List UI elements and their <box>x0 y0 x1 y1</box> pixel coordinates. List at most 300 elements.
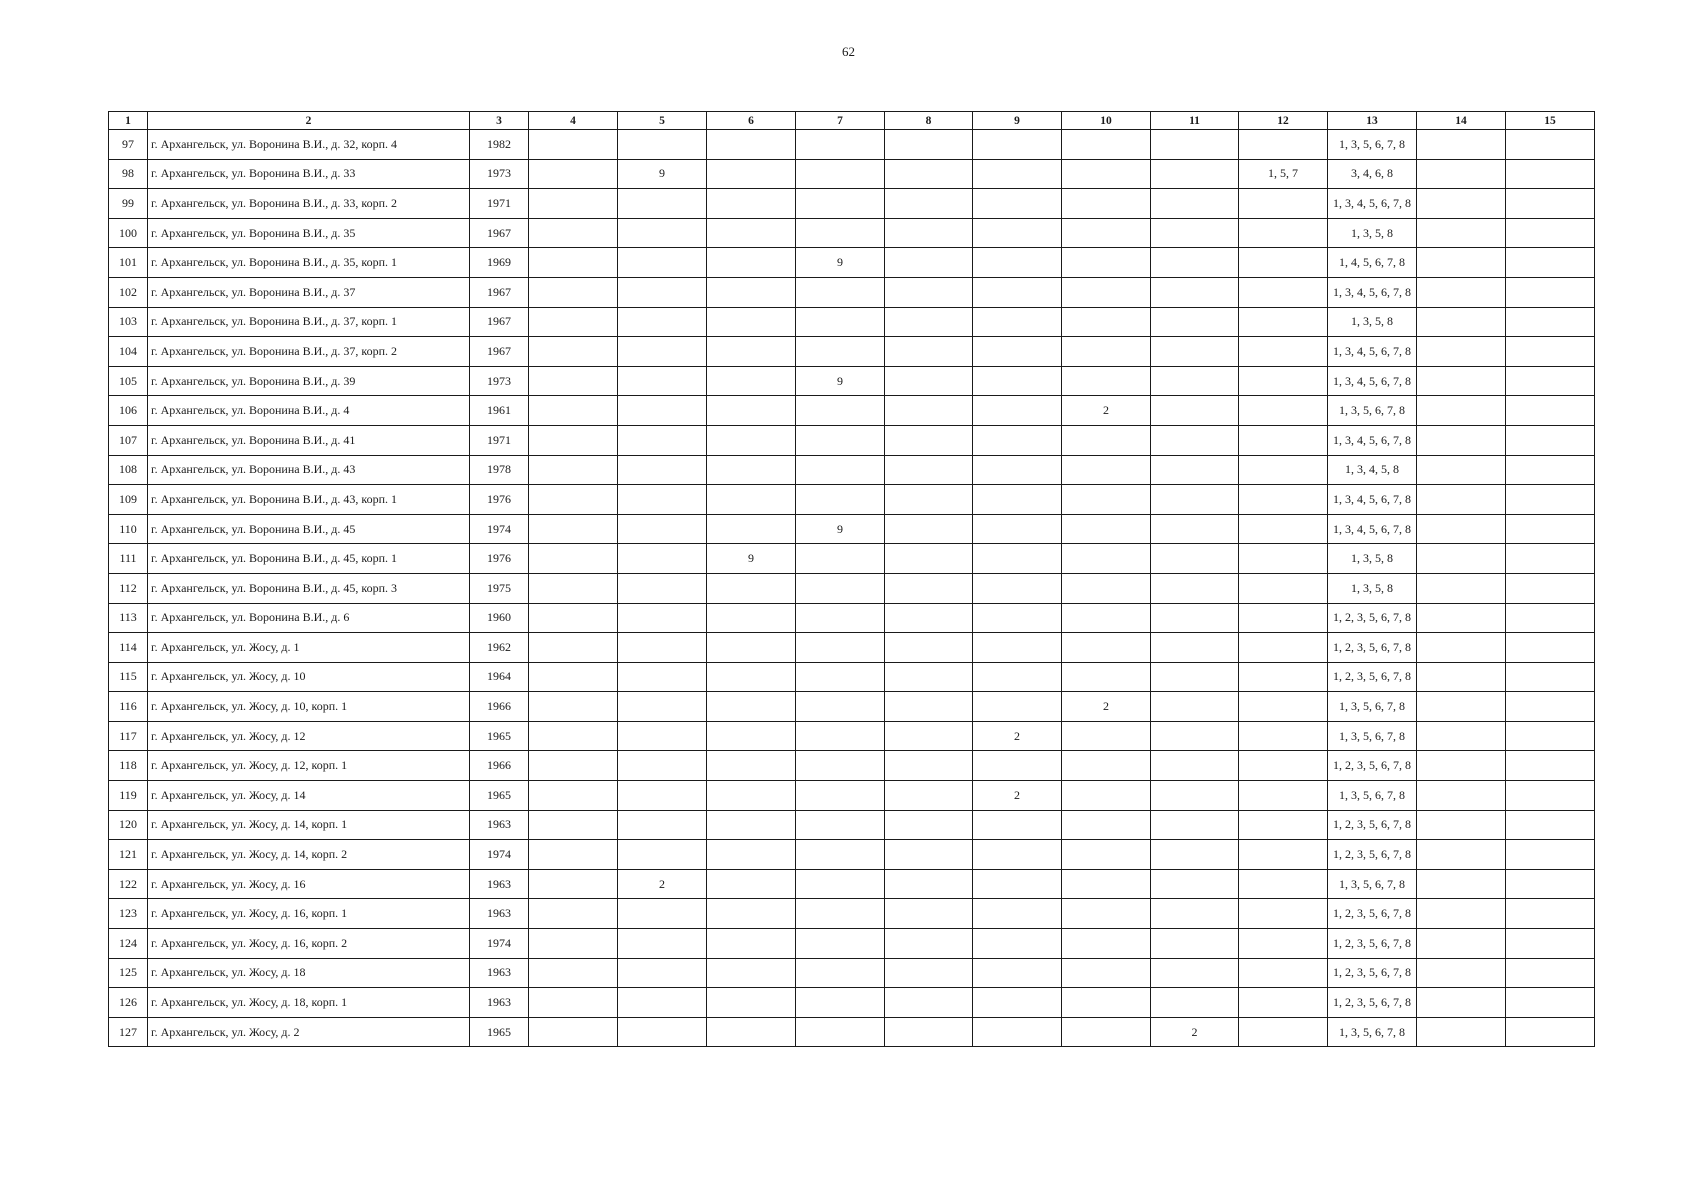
address-cell: г. Архангельск, ул. Жосу, д. 1 <box>148 633 470 663</box>
table-cell <box>1417 929 1506 959</box>
row-number-cell: 105 <box>109 366 148 396</box>
table-cell <box>707 781 796 811</box>
table-cell <box>1506 721 1595 751</box>
table-cell <box>1239 899 1328 929</box>
year-cell: 1967 <box>470 337 529 367</box>
table-cell <box>529 425 618 455</box>
table-row <box>109 751 1595 781</box>
table-cell <box>618 603 707 633</box>
table-cell <box>1151 958 1239 988</box>
table-cell: 9 <box>618 159 707 189</box>
table-cell <box>707 425 796 455</box>
table-cell <box>973 159 1062 189</box>
table-cell <box>1239 869 1328 899</box>
table-cell: 1, 2, 3, 5, 6, 7, 8 <box>1328 810 1417 840</box>
table-cell <box>796 159 885 189</box>
table-cell <box>796 396 885 426</box>
table-cell <box>1151 840 1239 870</box>
table-cell <box>796 544 885 574</box>
table-cell <box>885 781 973 811</box>
address-cell: г. Архангельск, ул. Воронина В.И., д. 41 <box>148 425 470 455</box>
table-cell <box>529 366 618 396</box>
table-cell <box>973 130 1062 160</box>
table-cell <box>885 218 973 248</box>
table-cell: 2 <box>973 721 1062 751</box>
table-cell <box>618 810 707 840</box>
table-cell <box>1062 899 1151 929</box>
table-cell <box>973 307 1062 337</box>
table-cell <box>1239 988 1328 1018</box>
table-cell <box>1417 633 1506 663</box>
table-cell <box>707 662 796 692</box>
row-number-cell: 103 <box>109 307 148 337</box>
table-cell <box>973 603 1062 633</box>
table-cell <box>885 1017 973 1047</box>
table-cell <box>796 603 885 633</box>
table-cell <box>529 781 618 811</box>
table-cell: 9 <box>796 248 885 278</box>
table-row <box>109 425 1595 455</box>
year-cell: 1969 <box>470 248 529 278</box>
table-cell <box>707 603 796 633</box>
table-cell <box>885 721 973 751</box>
table-row <box>109 988 1595 1018</box>
table-row <box>109 633 1595 663</box>
table-cell <box>885 544 973 574</box>
table-cell <box>1506 485 1595 515</box>
table-cell <box>707 958 796 988</box>
address-cell: г. Архангельск, ул. Жосу, д. 16 <box>148 869 470 899</box>
table-cell <box>973 514 1062 544</box>
row-number-cell: 104 <box>109 337 148 367</box>
table-cell <box>1506 130 1595 160</box>
table-cell <box>707 751 796 781</box>
table-cell <box>1417 958 1506 988</box>
table-row <box>109 1017 1595 1047</box>
table-cell <box>973 751 1062 781</box>
column-header-13: 13 <box>1328 112 1417 130</box>
table-row <box>109 218 1595 248</box>
table-cell <box>1151 869 1239 899</box>
table-cell: 9 <box>796 514 885 544</box>
column-header-6: 6 <box>707 112 796 130</box>
table-cell <box>707 277 796 307</box>
table-cell <box>1062 159 1151 189</box>
table-cell <box>1062 840 1151 870</box>
row-number-cell: 106 <box>109 396 148 426</box>
table-row <box>109 455 1595 485</box>
table-cell <box>1151 810 1239 840</box>
table-cell <box>1417 1017 1506 1047</box>
table-cell: 1, 3, 4, 5, 6, 7, 8 <box>1328 514 1417 544</box>
table-cell <box>529 751 618 781</box>
table-cell: 1, 2, 3, 5, 6, 7, 8 <box>1328 603 1417 633</box>
address-cell: г. Архангельск, ул. Воронина В.И., д. 4 <box>148 396 470 426</box>
table-cell <box>1151 603 1239 633</box>
year-cell: 1963 <box>470 988 529 1018</box>
table-cell <box>1239 929 1328 959</box>
year-cell: 1971 <box>470 189 529 219</box>
table-cell <box>1062 544 1151 574</box>
table-row <box>109 810 1595 840</box>
table-cell <box>618 633 707 663</box>
table-cell <box>707 514 796 544</box>
table-cell <box>1506 277 1595 307</box>
table-cell <box>1239 544 1328 574</box>
address-cell: г. Архангельск, ул. Жосу, д. 14, корп. 2 <box>148 840 470 870</box>
table-cell <box>1151 573 1239 603</box>
table-cell <box>1151 781 1239 811</box>
table-cell <box>1062 189 1151 219</box>
table-cell <box>1417 396 1506 426</box>
row-number-cell: 102 <box>109 277 148 307</box>
table-cell <box>1151 425 1239 455</box>
table-cell <box>1506 455 1595 485</box>
table-cell <box>973 455 1062 485</box>
year-cell: 1964 <box>470 662 529 692</box>
table-cell <box>529 603 618 633</box>
table-cell <box>973 218 1062 248</box>
table-cell <box>796 840 885 870</box>
column-header-8: 8 <box>885 112 973 130</box>
table-cell: 9 <box>707 544 796 574</box>
table-cell <box>796 337 885 367</box>
table-cell <box>1062 366 1151 396</box>
table-cell <box>1151 307 1239 337</box>
table-cell <box>618 337 707 367</box>
table-cell <box>885 810 973 840</box>
table-cell <box>618 899 707 929</box>
table-cell <box>707 218 796 248</box>
table-cell <box>885 633 973 663</box>
table-cell <box>618 277 707 307</box>
table-cell <box>973 1017 1062 1047</box>
table-cell <box>885 337 973 367</box>
table-cell <box>1151 485 1239 515</box>
row-number-cell: 116 <box>109 692 148 722</box>
table-cell: 1, 2, 3, 5, 6, 7, 8 <box>1328 988 1417 1018</box>
table-cell <box>1417 485 1506 515</box>
table-cell <box>529 899 618 929</box>
table-cell <box>1151 130 1239 160</box>
table-cell <box>1151 633 1239 663</box>
table-row <box>109 573 1595 603</box>
table-row <box>109 277 1595 307</box>
table-row <box>109 958 1595 988</box>
row-number-cell: 118 <box>109 751 148 781</box>
address-cell: г. Архангельск, ул. Воронина В.И., д. 37, корп. 2 <box>148 337 470 367</box>
table-cell <box>885 189 973 219</box>
row-number-cell: 97 <box>109 130 148 160</box>
row-number-cell: 115 <box>109 662 148 692</box>
table-cell <box>707 988 796 1018</box>
table-cell <box>1151 337 1239 367</box>
table-cell <box>529 988 618 1018</box>
table-cell <box>1239 455 1328 485</box>
table-cell: 1, 2, 3, 5, 6, 7, 8 <box>1328 633 1417 663</box>
address-cell: г. Архангельск, ул. Жосу, д. 12, корп. 1 <box>148 751 470 781</box>
table-cell <box>1062 455 1151 485</box>
address-cell: г. Архангельск, ул. Воронина В.И., д. 39 <box>148 366 470 396</box>
table-cell <box>707 869 796 899</box>
row-number-cell: 101 <box>109 248 148 278</box>
table-cell <box>529 633 618 663</box>
table-cell <box>1506 337 1595 367</box>
table-cell <box>796 425 885 455</box>
table-cell <box>885 899 973 929</box>
year-cell: 1975 <box>470 573 529 603</box>
table-cell <box>1506 159 1595 189</box>
table-cell <box>1417 810 1506 840</box>
table-cell: 2 <box>1151 1017 1239 1047</box>
table-cell: 1, 3, 4, 5, 8 <box>1328 455 1417 485</box>
table-cell <box>1417 307 1506 337</box>
table-cell <box>529 929 618 959</box>
table-cell <box>796 485 885 515</box>
address-cell: г. Архангельск, ул. Воронина В.И., д. 43 <box>148 455 470 485</box>
table-cell <box>618 485 707 515</box>
table-cell <box>1239 248 1328 278</box>
table-cell: 1, 3, 4, 5, 6, 7, 8 <box>1328 189 1417 219</box>
table-cell <box>1239 485 1328 515</box>
table-cell <box>529 692 618 722</box>
table-cell: 1, 3, 4, 5, 6, 7, 8 <box>1328 425 1417 455</box>
table-cell <box>885 840 973 870</box>
table-cell <box>885 929 973 959</box>
column-header-7: 7 <box>796 112 885 130</box>
table-cell <box>1417 899 1506 929</box>
table-cell <box>885 692 973 722</box>
table-cell <box>1151 544 1239 574</box>
year-cell: 1978 <box>470 455 529 485</box>
table-row <box>109 899 1595 929</box>
table-cell: 1, 3, 5, 8 <box>1328 218 1417 248</box>
table-cell <box>973 277 1062 307</box>
table-cell <box>618 425 707 455</box>
year-cell: 1966 <box>470 692 529 722</box>
table-cell <box>529 662 618 692</box>
table-cell <box>707 307 796 337</box>
table-cell <box>796 692 885 722</box>
table-cell <box>529 189 618 219</box>
table-cell <box>885 455 973 485</box>
table-cell <box>796 189 885 219</box>
address-cell: г. Архангельск, ул. Воронина В.И., д. 35, корп. 1 <box>148 248 470 278</box>
table-cell <box>1506 929 1595 959</box>
address-cell: г. Архангельск, ул. Воронина В.И., д. 43, корп. 1 <box>148 485 470 515</box>
table-cell <box>1151 899 1239 929</box>
table-cell <box>885 514 973 544</box>
table-cell <box>1151 692 1239 722</box>
table-cell <box>707 840 796 870</box>
table-cell <box>1151 248 1239 278</box>
table-cell <box>796 633 885 663</box>
table-cell <box>1151 662 1239 692</box>
address-cell: г. Архангельск, ул. Жосу, д. 14, корп. 1 <box>148 810 470 840</box>
table-cell <box>1239 218 1328 248</box>
table-cell <box>707 573 796 603</box>
table-cell <box>1417 603 1506 633</box>
table-cell <box>1062 485 1151 515</box>
table-cell: 1, 3, 5, 6, 7, 8 <box>1328 396 1417 426</box>
table-cell <box>796 307 885 337</box>
table-cell <box>1151 988 1239 1018</box>
table-cell <box>618 544 707 574</box>
table-cell <box>1417 248 1506 278</box>
table-cell <box>529 455 618 485</box>
table-cell <box>529 721 618 751</box>
table-cell: 1, 3, 5, 6, 7, 8 <box>1328 1017 1417 1047</box>
table-cell <box>1239 751 1328 781</box>
table-cell <box>1506 751 1595 781</box>
column-header-3: 3 <box>470 112 529 130</box>
table-cell <box>707 189 796 219</box>
table-cell: 1, 3, 5, 8 <box>1328 307 1417 337</box>
table-row <box>109 869 1595 899</box>
table-cell <box>796 455 885 485</box>
table-cell <box>973 899 1062 929</box>
table-cell <box>885 869 973 899</box>
table-row <box>109 692 1595 722</box>
table-cell <box>1151 396 1239 426</box>
table-cell <box>707 455 796 485</box>
table-row <box>109 307 1595 337</box>
table-cell <box>707 633 796 663</box>
table-cell <box>707 248 796 278</box>
table-cell <box>1062 929 1151 959</box>
table-cell <box>796 662 885 692</box>
table-cell <box>1417 337 1506 367</box>
table-cell <box>796 929 885 959</box>
table-cell <box>1506 603 1595 633</box>
table-cell: 1, 2, 3, 5, 6, 7, 8 <box>1328 899 1417 929</box>
table-cell: 1, 3, 4, 5, 6, 7, 8 <box>1328 337 1417 367</box>
table-cell <box>618 662 707 692</box>
table-cell <box>1062 1017 1151 1047</box>
year-cell: 1963 <box>470 810 529 840</box>
table-cell <box>618 958 707 988</box>
table-cell <box>1062 218 1151 248</box>
year-cell: 1973 <box>470 159 529 189</box>
table-row <box>109 485 1595 515</box>
address-cell: г. Архангельск, ул. Воронина В.И., д. 45, корп. 1 <box>148 544 470 574</box>
table-cell <box>1239 840 1328 870</box>
table-cell <box>973 810 1062 840</box>
year-cell: 1976 <box>470 485 529 515</box>
row-number-cell: 117 <box>109 721 148 751</box>
table-cell <box>1506 573 1595 603</box>
table-cell: 1, 2, 3, 5, 6, 7, 8 <box>1328 958 1417 988</box>
table-cell <box>1062 307 1151 337</box>
table-cell: 1, 5, 7 <box>1239 159 1328 189</box>
table-cell <box>1151 455 1239 485</box>
year-cell: 1974 <box>470 840 529 870</box>
table-row <box>109 603 1595 633</box>
table-cell <box>973 869 1062 899</box>
table-row <box>109 544 1595 574</box>
table-cell <box>1239 337 1328 367</box>
table-cell <box>1239 1017 1328 1047</box>
table-cell <box>1239 514 1328 544</box>
table-cell <box>707 899 796 929</box>
table-cell <box>1239 958 1328 988</box>
row-number-cell: 107 <box>109 425 148 455</box>
table-cell <box>1506 781 1595 811</box>
table-cell <box>1506 810 1595 840</box>
table-cell: 1, 3, 5, 6, 7, 8 <box>1328 721 1417 751</box>
table-cell <box>529 130 618 160</box>
year-cell: 1963 <box>470 899 529 929</box>
table-cell <box>796 1017 885 1047</box>
table-cell <box>796 899 885 929</box>
year-cell: 1982 <box>470 130 529 160</box>
page-number: 62 <box>842 44 855 59</box>
address-cell: г. Архангельск, ул. Жосу, д. 12 <box>148 721 470 751</box>
table-cell <box>529 218 618 248</box>
table-cell <box>885 248 973 278</box>
table-cell <box>618 573 707 603</box>
table-row <box>109 159 1595 189</box>
header-row <box>109 112 1595 130</box>
table-cell: 1, 3, 5, 6, 7, 8 <box>1328 130 1417 160</box>
table-cell <box>885 307 973 337</box>
row-number-cell: 122 <box>109 869 148 899</box>
table-row <box>109 721 1595 751</box>
row-number-cell: 120 <box>109 810 148 840</box>
table-cell <box>973 396 1062 426</box>
table-cell <box>885 751 973 781</box>
table-cell <box>1506 869 1595 899</box>
year-cell: 1967 <box>470 277 529 307</box>
address-cell: г. Архангельск, ул. Жосу, д. 18 <box>148 958 470 988</box>
address-cell: г. Архангельск, ул. Воронина В.И., д. 37, корп. 1 <box>148 307 470 337</box>
table-cell <box>1151 159 1239 189</box>
year-cell: 1966 <box>470 751 529 781</box>
year-cell: 1963 <box>470 869 529 899</box>
table-cell <box>1239 189 1328 219</box>
table-cell: 2 <box>618 869 707 899</box>
table-cell <box>618 366 707 396</box>
table-cell <box>1506 544 1595 574</box>
column-header-11: 11 <box>1151 112 1239 130</box>
table-cell <box>618 1017 707 1047</box>
year-cell: 1961 <box>470 396 529 426</box>
table-cell <box>973 929 1062 959</box>
table-cell: 1, 3, 4, 5, 6, 7, 8 <box>1328 366 1417 396</box>
table-cell <box>529 544 618 574</box>
row-number-cell: 114 <box>109 633 148 663</box>
table-cell <box>529 277 618 307</box>
housing-register-table <box>108 111 1595 1047</box>
table-cell <box>885 988 973 1018</box>
table-cell <box>1506 366 1595 396</box>
table-row <box>109 337 1595 367</box>
table-cell <box>529 514 618 544</box>
table-cell <box>707 1017 796 1047</box>
table-cell: 1, 3, 4, 5, 6, 7, 8 <box>1328 277 1417 307</box>
table-cell <box>1062 662 1151 692</box>
row-number-cell: 111 <box>109 544 148 574</box>
table-cell <box>796 277 885 307</box>
table-row <box>109 189 1595 219</box>
table-cell <box>1062 958 1151 988</box>
table-cell <box>707 721 796 751</box>
address-cell: г. Архангельск, ул. Воронина В.И., д. 45, корп. 3 <box>148 573 470 603</box>
year-cell: 1963 <box>470 958 529 988</box>
table-cell <box>707 929 796 959</box>
table-cell <box>1417 425 1506 455</box>
table-cell <box>1062 751 1151 781</box>
